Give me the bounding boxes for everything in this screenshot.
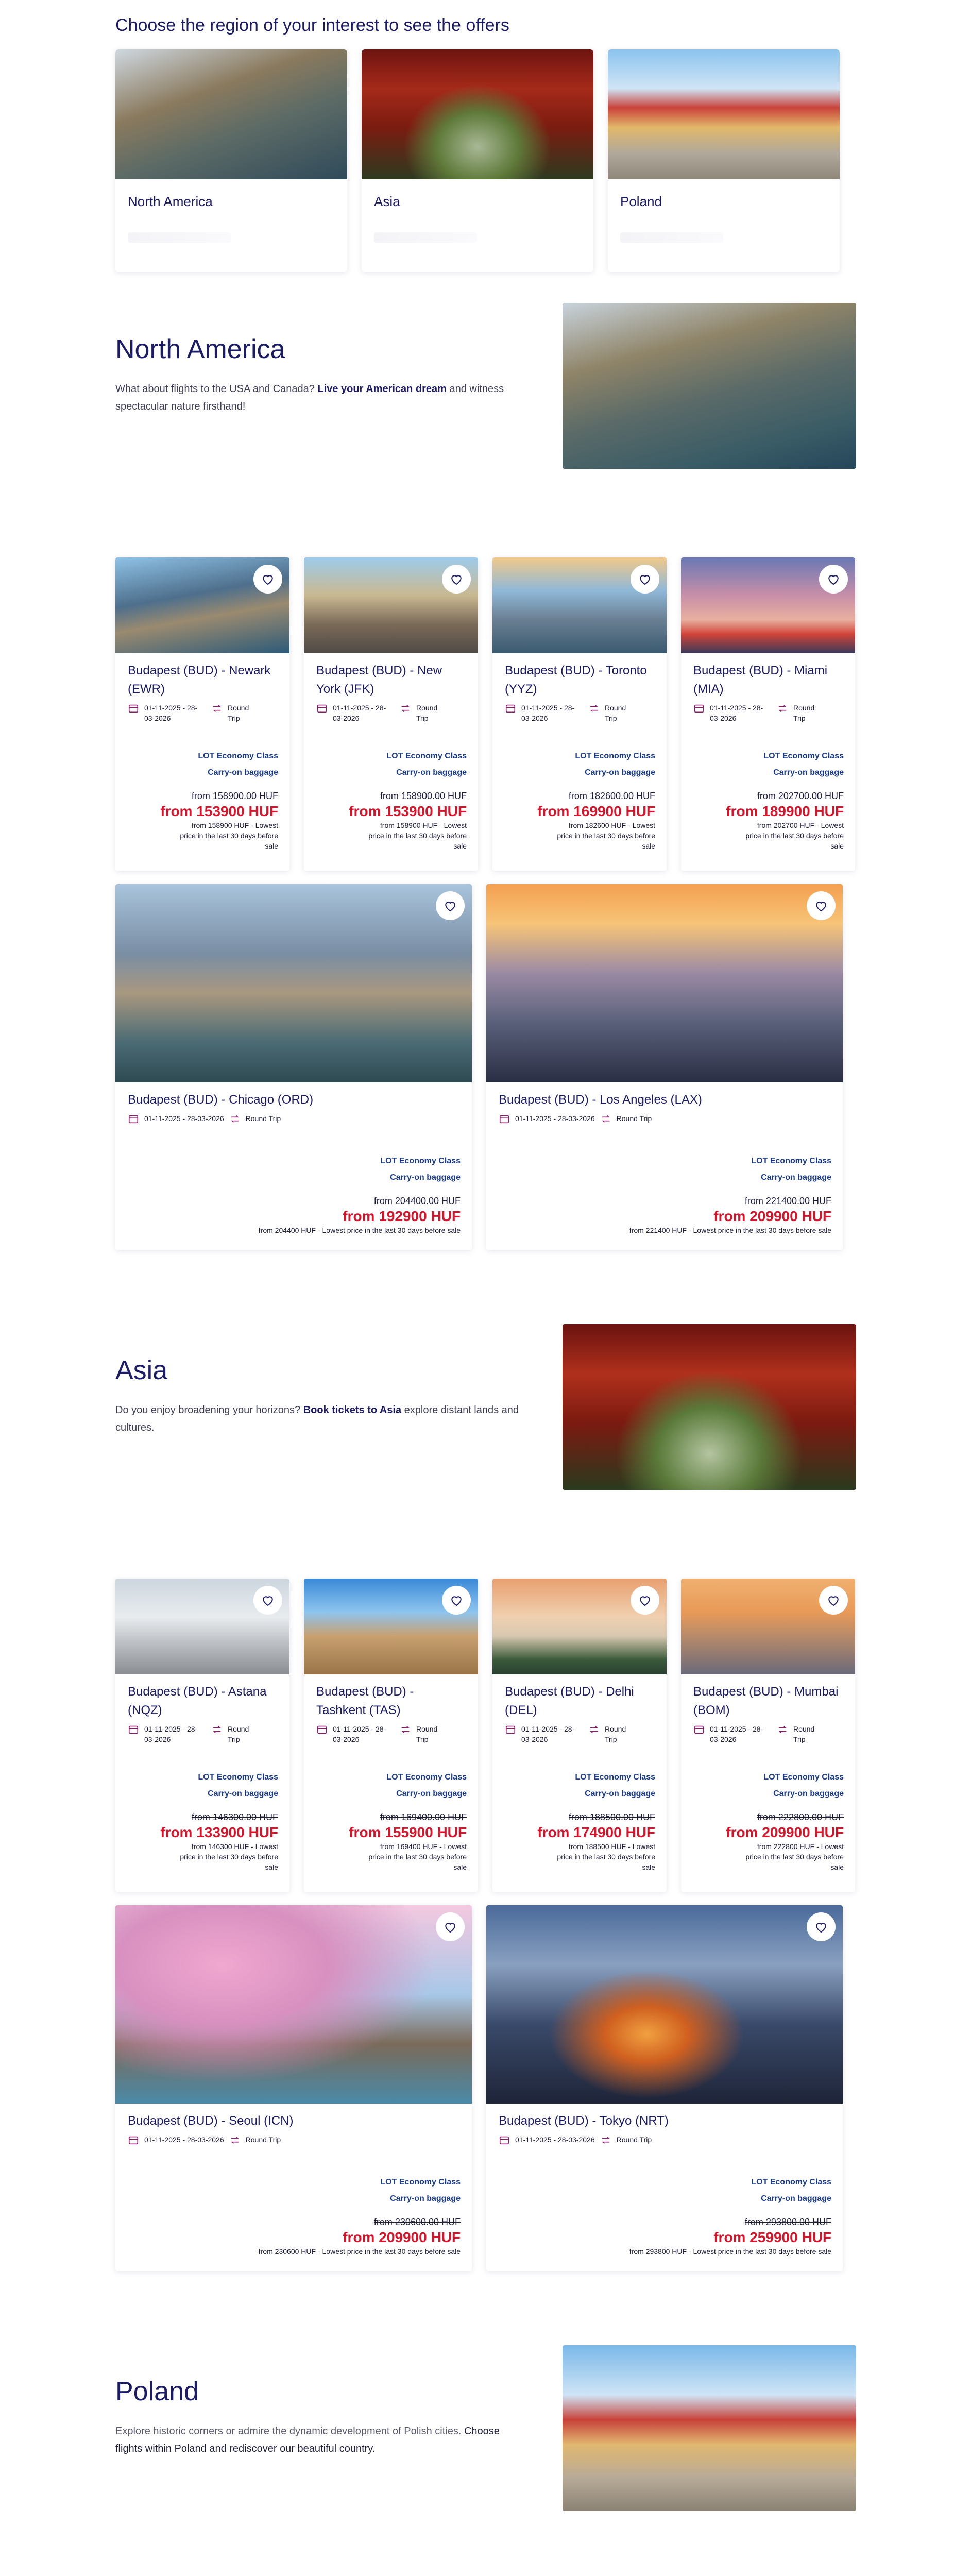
offer-price-note: from 169400 HUF - Lowest price in the last 30 days before sale [368,1842,467,1871]
heart-icon [637,1592,653,1608]
region-name: Poland [620,194,662,209]
favorite-button[interactable] [436,891,465,920]
calendar-icon [128,1724,139,1735]
offer-image [486,1905,843,2104]
offer-trip-type: Round Trip [416,704,438,722]
section-hero-image [563,2345,856,2511]
offer-baggage: Carry-on baggage [585,768,655,777]
offer-meta [492,699,667,723]
round-trip-icon [588,1724,600,1735]
offer-pricing [506,748,655,851]
offer-old-price: from 230600.00 HUF [373,2217,461,2227]
offer-pricing [317,748,467,851]
offer-image [115,884,472,1082]
section-hero-image [563,303,856,469]
offer-dates: 01-11-2025 - 28-03-2026 [144,1725,198,1743]
offer-price-note: from 202700 HUF - Lowest price in the last 30 days before sale [745,821,844,850]
favorite-button[interactable] [819,1586,848,1615]
calendar-icon [128,2134,139,2146]
offer-price-note: from 158900 HUF - Lowest price in the last 30 days before sale [180,821,278,850]
round-trip-icon [600,2134,611,2146]
section-hero-image [563,1324,856,1490]
offer-cabin: LOT Economy Class [198,752,278,760]
offers-grid [115,1579,856,1892]
offer-price: from 169900 HUF [537,803,655,819]
region-card-asia[interactable] [362,49,593,272]
favorite-button[interactable] [807,891,836,920]
region-placeholder [374,232,477,243]
offer-meta [681,699,855,723]
section-title: Poland [115,2377,199,2406]
offer-old-price: from 222800.00 HUF [757,1812,844,1822]
offer-old-price: from 182600.00 HUF [568,791,655,801]
offer-baggage: Carry-on baggage [773,768,844,777]
offer-card[interactable] [304,1579,478,1892]
offer-cabin: LOT Economy Class [751,1157,831,1165]
offer-meta [492,1720,667,1744]
offer-dates: 01-11-2025 - 28-03-2026 [144,2136,224,2144]
offer-card[interactable] [492,1579,667,1892]
offer-dates: 01-11-2025 - 28-03-2026 [515,1114,595,1123]
offer-price: from 189900 HUF [726,803,844,819]
offer-price-note: from 158900 HUF - Lowest price in the last 30 days before sale [368,821,467,850]
round-trip-icon [211,703,223,714]
calendar-icon [505,1724,516,1735]
offer-card[interactable] [115,1579,289,1892]
favorite-button[interactable] [442,1586,471,1615]
offer-old-price: from 158900.00 HUF [380,791,467,801]
offer-cabin: LOT Economy Class [575,752,655,760]
heart-icon [813,898,829,913]
offer-card[interactable] [304,557,478,871]
offer-meta [304,699,478,723]
calendar-icon [316,1724,328,1735]
offer-dates: 01-11-2025 - 28-03-2026 [333,704,386,722]
offer-card[interactable] [115,1905,472,2271]
heart-icon [449,571,464,587]
region-image-asia [362,49,593,179]
offer-card[interactable] [115,884,472,1250]
offer-pricing [129,1769,278,1872]
favorite-button[interactable] [819,565,848,594]
offer-baggage: Carry-on baggage [208,768,278,777]
offer-trip-type: Round Trip [605,704,626,722]
heart-icon [449,1592,464,1608]
calendar-icon [128,1113,139,1125]
offer-old-price: from 293800.00 HUF [744,2217,831,2227]
favorite-button[interactable] [253,1586,282,1615]
offer-price: from 259900 HUF [713,2229,831,2245]
offer-dates: 01-11-2025 - 28-03-2026 [144,704,198,722]
offer-trip-type: Round Trip [793,704,815,722]
offer-trip-type: Round Trip [793,1725,815,1743]
heart-icon [442,898,458,913]
offer-price: from 209900 HUF [343,2229,461,2245]
section-description: Explore historic corners or admire the dynamic development of Polish cities. Choose flights within Poland and rediscover our beautiful country. [115,2426,500,2454]
section-poland [115,2345,856,2511]
offer-meta [115,2130,472,2146]
offer-price: from 209900 HUF [726,1824,844,1840]
region-placeholder [128,232,231,243]
offer-baggage: Carry-on baggage [761,1173,831,1182]
region-card-poland[interactable] [608,49,840,272]
offer-dates: 01-11-2025 - 28-03-2026 [333,1725,386,1743]
offer-pricing [172,2174,461,2257]
offer-card[interactable] [492,557,667,871]
offer-old-price: from 188500.00 HUF [568,1812,655,1822]
offer-route: Budapest (BUD) - Seoul (ICN) [128,2114,294,2128]
offer-meta [486,1109,843,1125]
offer-route: Budapest (BUD) - New York (JFK) [316,664,442,696]
offer-pricing [506,1769,655,1872]
calendar-icon [128,703,139,714]
offer-route: Budapest (BUD) - Astana (NQZ) [128,1685,267,1717]
offer-card[interactable] [115,557,289,871]
offer-route: Budapest (BUD) - Toronto (YYZ) [505,664,647,696]
calendar-icon [499,2134,510,2146]
offer-old-price: from 169400.00 HUF [380,1812,467,1822]
round-trip-icon [229,1113,241,1125]
offer-pricing [172,1153,461,1235]
offer-route: Budapest (BUD) - Chicago (ORD) [128,1093,314,1107]
round-trip-icon [229,2134,241,2146]
offer-old-price: from 202700.00 HUF [757,791,844,801]
heart-icon [826,1592,841,1608]
offer-price-note: from 146300 HUF - Lowest price in the last 30 days before sale [180,1842,278,1871]
offer-old-price: from 204400.00 HUF [373,1196,461,1206]
offer-price-note: from 182600 HUF - Lowest price in the last 30 days before sale [557,821,655,850]
offer-route: Budapest (BUD) - Los Angeles (LAX) [499,1093,702,1107]
offer-trip-type: Round Trip [228,704,249,722]
offer-cabin: LOT Economy Class [386,1773,467,1782]
regions-title: Choose the region of your interest to see the offers [115,15,509,35]
heart-icon [442,1919,458,1935]
offer-baggage: Carry-on baggage [396,1789,467,1798]
offer-price: from 155900 HUF [349,1824,467,1840]
offer-card[interactable] [681,557,855,871]
offer-pricing [694,748,844,851]
offer-trip-type: Round Trip [245,2136,281,2144]
favorite-button[interactable] [253,565,282,594]
offer-meta [115,699,289,723]
offer-cabin: LOT Economy Class [763,1773,844,1782]
calendar-icon [505,703,516,714]
calendar-icon [693,1724,705,1735]
round-trip-icon [400,1724,411,1735]
offers-grid-wide [115,884,856,1250]
offer-trip-type: Round Trip [416,1725,438,1743]
offer-cabin: LOT Economy Class [380,2178,461,2187]
offer-baggage: Carry-on baggage [390,2194,461,2203]
offer-meta [486,2130,843,2146]
offer-meta [304,1720,478,1744]
offer-meta [115,1720,289,1744]
offer-trip-type: Round Trip [228,1725,249,1743]
section-description: What about flights to the USA and Canada? Live your American dream and witness spectacular nature firsthand! [115,383,504,412]
offer-cabin: LOT Economy Class [575,1773,655,1782]
section-asia [115,1324,856,1490]
region-cards [115,49,856,272]
offer-baggage: Carry-on baggage [396,768,467,777]
offer-dates: 01-11-2025 - 28-03-2026 [144,1114,224,1123]
offer-trip-type: Round Trip [605,1725,626,1743]
offer-old-price: from 146300.00 HUF [191,1812,278,1822]
favorite-button[interactable] [807,1912,836,1941]
offers-grid [115,557,856,871]
offer-pricing [543,2174,831,2257]
offer-image [115,1905,472,2104]
offer-meta [681,1720,855,1744]
offer-dates: 01-11-2025 - 28-03-2026 [521,704,575,722]
offer-dates: 01-11-2025 - 28-03-2026 [515,2136,595,2144]
region-name: North America [128,194,213,209]
offer-baggage: Carry-on baggage [773,1789,844,1798]
offer-price: from 153900 HUF [349,803,467,819]
offer-baggage: Carry-on baggage [761,2194,831,2203]
offer-baggage: Carry-on baggage [390,1173,461,1182]
round-trip-icon [777,1724,788,1735]
heart-icon [260,1592,276,1608]
offer-card[interactable] [486,884,843,1250]
region-image-north-america [115,49,347,179]
offer-cabin: LOT Economy Class [763,752,844,760]
section-north-america [115,303,856,469]
round-trip-icon [600,1113,611,1125]
region-image-poland [608,49,840,179]
calendar-icon [693,703,705,714]
offer-price-note: from 188500 HUF - Lowest price in the last 30 days before sale [557,1842,655,1871]
offer-dates: 01-11-2025 - 28-03-2026 [521,1725,575,1743]
offer-old-price: from 158900.00 HUF [191,791,278,801]
favorite-button[interactable] [436,1912,465,1941]
round-trip-icon [777,703,788,714]
offer-cabin: LOT Economy Class [751,2178,831,2187]
heart-icon [813,1919,829,1935]
offer-trip-type: Round Trip [245,1114,281,1123]
favorite-button[interactable] [631,565,659,594]
offer-cabin: LOT Economy Class [198,1773,278,1782]
heart-icon [826,571,841,587]
calendar-icon [316,703,328,714]
round-trip-icon [588,703,600,714]
heart-icon [260,571,276,587]
offer-price: from 174900 HUF [537,1824,655,1840]
offer-price-note: from 230600 HUF - Lowest price in the last 30 days before sale [258,2247,461,2256]
offer-card[interactable] [681,1579,855,1892]
offer-card[interactable] [486,1905,843,2271]
offers-grid-wide [115,1905,856,2271]
offer-price: from 153900 HUF [160,803,278,819]
offer-route: Budapest (BUD) - Mumbai (BOM) [693,1685,839,1717]
offer-image [486,884,843,1082]
offer-baggage: Carry-on baggage [208,1789,278,1798]
offer-price: from 133900 HUF [160,1824,278,1840]
favorite-button[interactable] [442,565,471,594]
offer-price: from 192900 HUF [343,1208,461,1224]
offer-route: Budapest (BUD) - Tokyo (NRT) [499,2114,669,2128]
round-trip-icon [211,1724,223,1735]
favorite-button[interactable] [631,1586,659,1615]
section-description: Do you enjoy broadening your horizons? Book tickets to Asia explore distant lands and cultures. [115,1404,519,1433]
offer-cabin: LOT Economy Class [386,752,467,760]
offer-route: Budapest (BUD) - Miami (MIA) [693,664,828,696]
section-title: North America [115,334,285,364]
calendar-icon [499,1113,510,1125]
offer-meta [115,1109,472,1125]
offer-price-note: from 204400 HUF - Lowest price in the last 30 days before sale [258,1226,461,1234]
offer-trip-type: Round Trip [616,1114,652,1123]
offer-dates: 01-11-2025 - 28-03-2026 [710,704,763,722]
heart-icon [637,571,653,587]
offer-route: Budapest (BUD) - Tashkent (TAS) [316,1685,414,1717]
offer-route: Budapest (BUD) - Newark (EWR) [128,664,271,696]
offer-cabin: LOT Economy Class [380,1157,461,1165]
offer-baggage: Carry-on baggage [585,1789,655,1798]
region-name: Asia [374,194,400,209]
offer-pricing [694,1769,844,1872]
offer-price-note: from 293800 HUF - Lowest price in the last 30 days before sale [629,2247,831,2256]
offer-trip-type: Round Trip [616,2136,652,2144]
offer-price-note: from 221400 HUF - Lowest price in the last 30 days before sale [629,1226,831,1234]
region-placeholder [620,232,723,243]
offer-pricing [129,748,278,851]
offer-pricing [317,1769,467,1872]
offer-dates: 01-11-2025 - 28-03-2026 [710,1725,763,1743]
region-card-north-america[interactable] [115,49,347,272]
offer-route: Budapest (BUD) - Delhi (DEL) [505,1685,634,1717]
offer-price: from 209900 HUF [713,1208,831,1224]
offer-old-price: from 221400.00 HUF [744,1196,831,1206]
round-trip-icon [400,703,411,714]
offer-price-note: from 222800 HUF - Lowest price in the last 30 days before sale [745,1842,844,1871]
section-title: Asia [115,1355,168,1385]
offer-pricing [543,1153,831,1235]
